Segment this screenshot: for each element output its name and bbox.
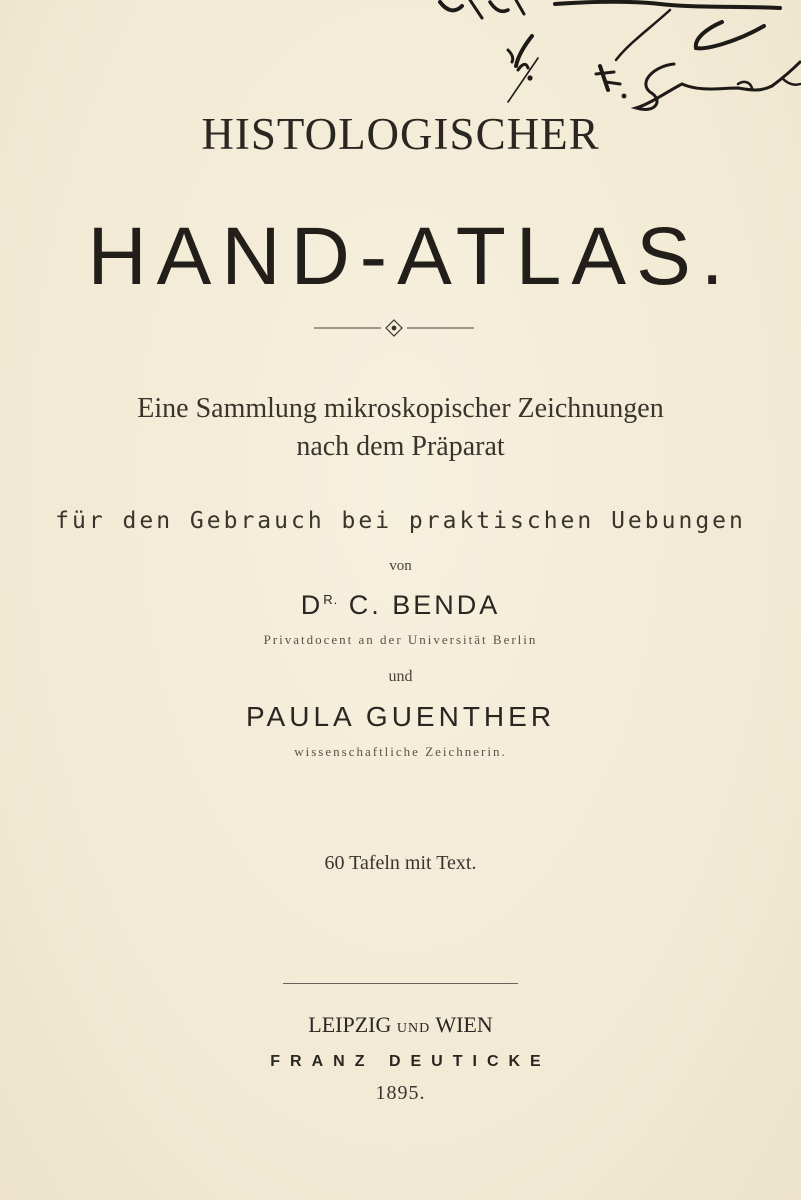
by-word: von	[389, 558, 412, 574]
publisher-name: FRANZ DEUTICKE	[270, 1053, 551, 1070]
imprint-cities	[0, 1012, 801, 1038]
purpose-line: für den Gebrauch bei praktischen Uebungen	[55, 508, 746, 534]
imprint-rule	[283, 983, 518, 984]
subtitle-line-2: nach dem Präparat	[296, 431, 505, 462]
title-line-2: HAND-ATLAS.	[87, 211, 734, 302]
divider-ornament	[314, 318, 474, 338]
imprint-und: UND	[396, 1021, 431, 1036]
author-1-prefix: D	[300, 590, 324, 620]
author-1-prefix-sup: R.	[323, 592, 339, 607]
plates-note: 60 Tafeln mit Text.	[324, 852, 477, 874]
author-2-affiliation: wissenschaftliche Zeichnerin.	[294, 744, 507, 759]
publication-year: 1895.	[375, 1082, 426, 1104]
author-1-affiliation: Privatdocent an der Universität Berlin	[263, 632, 538, 647]
imprint-city-1: LEIPZIG	[308, 1012, 392, 1037]
and-word: und	[388, 668, 413, 685]
title-line-1: HISTOLOGISCHER	[201, 109, 600, 159]
author-1-surname: C. BENDA	[348, 590, 501, 620]
subtitle-line-1: Eine Sammlung mikroskopischer Zeichnungen	[137, 393, 664, 424]
imprint-city-2: WIEN	[435, 1012, 493, 1037]
author-2-name: PAULA GUENTHER	[245, 701, 556, 732]
author-1-name	[0, 590, 801, 621]
